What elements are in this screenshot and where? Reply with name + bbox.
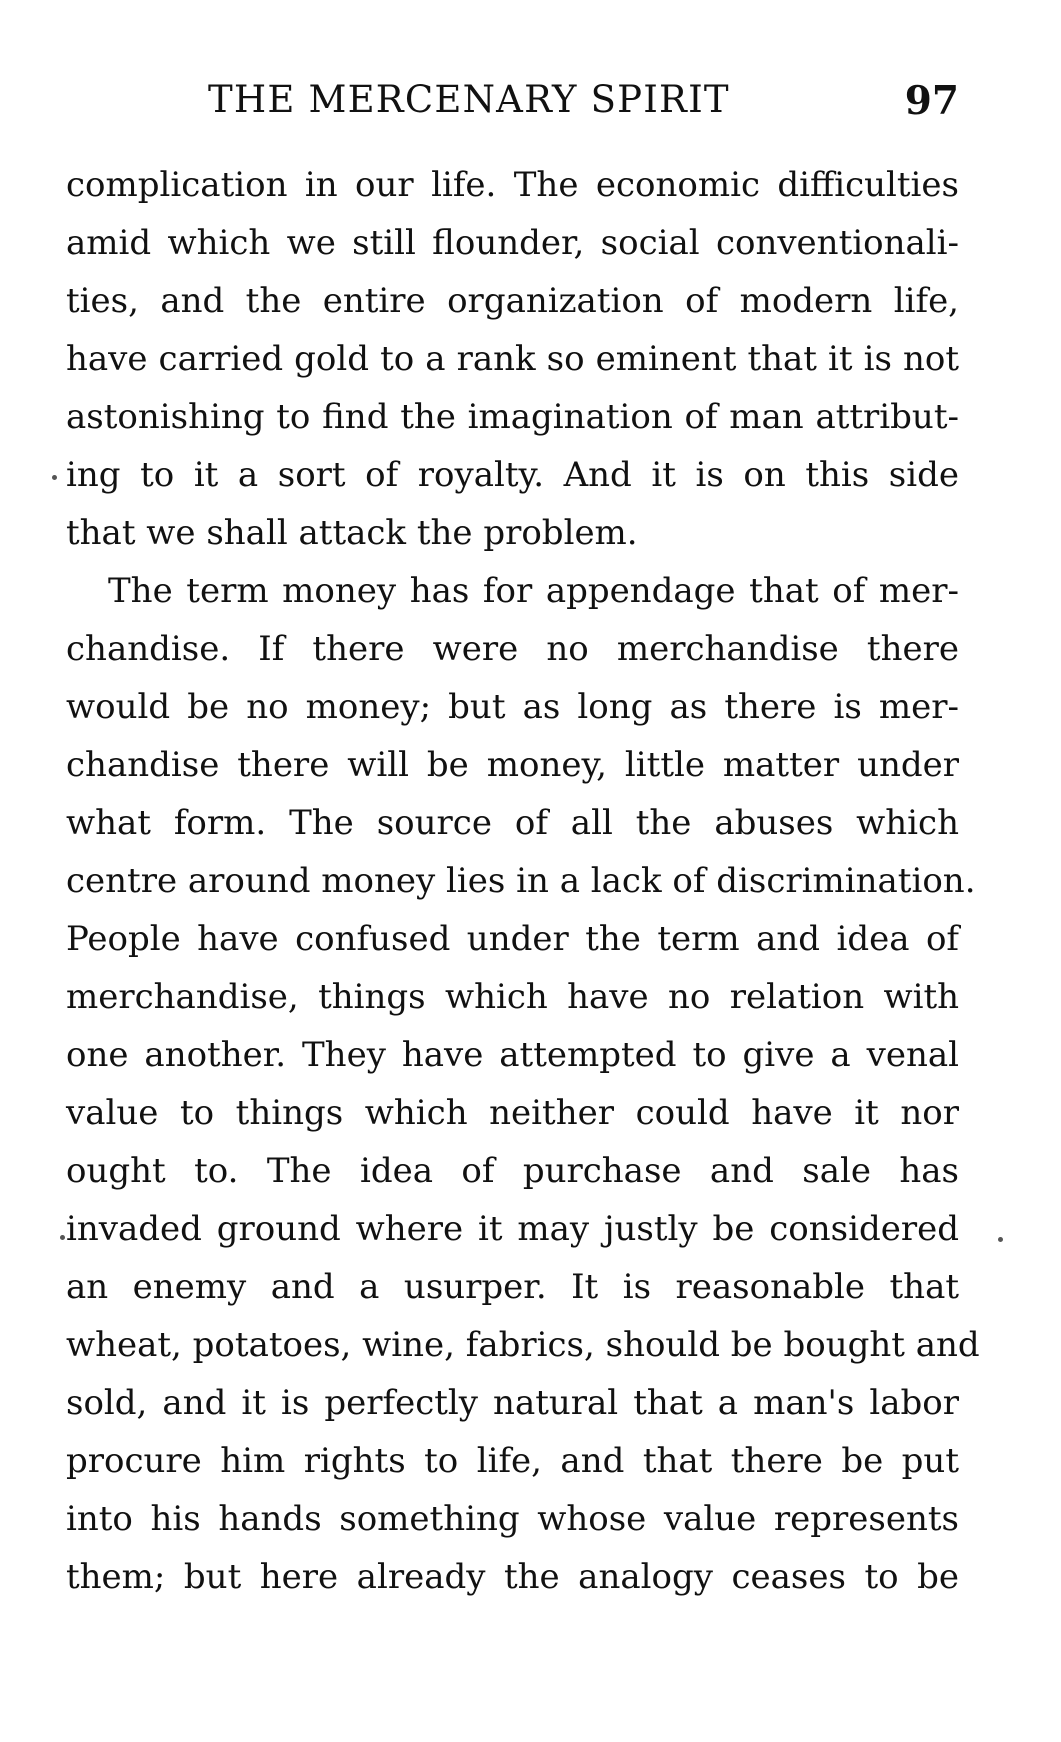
text-line: ties, and the entire organization of modern life, [66, 281, 959, 321]
text-line: People have confused under the term and idea of [66, 919, 959, 959]
text-line: them; but here already the analogy ceases to be [66, 1557, 959, 1597]
paragraph-money [66, 562, 980, 1606]
chapter-title: THE MERCENARY SPIRIT [208, 78, 730, 121]
text-line: merchandise, things which have no relation with [66, 977, 959, 1017]
print-speck [60, 1235, 65, 1240]
text-line: sold, and it is perfectly natural that a man's labor [66, 1383, 959, 1423]
text-line: an enemy and a usurper. It is reasonable that [66, 1267, 959, 1307]
text-line: complication in our life. The economic difficulties [66, 165, 959, 205]
text-line: chandise there will be money, little matter under [66, 745, 959, 785]
text-line: chandise. If there were no merchandise there [66, 629, 959, 669]
text-line: ing to it a sort of royalty. And it is on this side [66, 455, 959, 495]
text-line: one another. They have attempted to give a venal [66, 1035, 959, 1075]
text-line: astonishing to find the imagination of man attribut- [66, 397, 959, 437]
text-line: what form. The source of all the abuses which [66, 803, 959, 843]
text-line: into his hands something whose value represents [66, 1499, 959, 1539]
body-text [66, 156, 980, 1606]
text-line: The term money has for appendage that of mer- [108, 571, 959, 611]
text-line: value to things which neither could have it nor [66, 1093, 959, 1133]
text-line: invaded ground where it may justly be considered [66, 1209, 959, 1249]
text-line: wheat, potatoes, wine, fabrics, should be bought and [66, 1325, 980, 1365]
text-line: that we shall attack the problem. [66, 513, 638, 553]
text-line: procure him rights to life, and that there be put [66, 1441, 959, 1481]
page-number: 97 [904, 78, 959, 124]
text-line: ought to. The idea of purchase and sale has [66, 1151, 959, 1191]
text-line: have carried gold to a rank so eminent that it is not [66, 339, 959, 379]
paragraph-continued [66, 156, 959, 562]
text-line: would be no money; but as long as there is mer- [66, 687, 959, 727]
print-speck [52, 475, 57, 480]
print-speck [998, 1237, 1003, 1242]
text-line: centre around money lies in a lack of discrimination. [66, 861, 976, 901]
text-line: amid which we still flounder, social conventionali- [66, 223, 959, 263]
running-head [66, 78, 959, 128]
